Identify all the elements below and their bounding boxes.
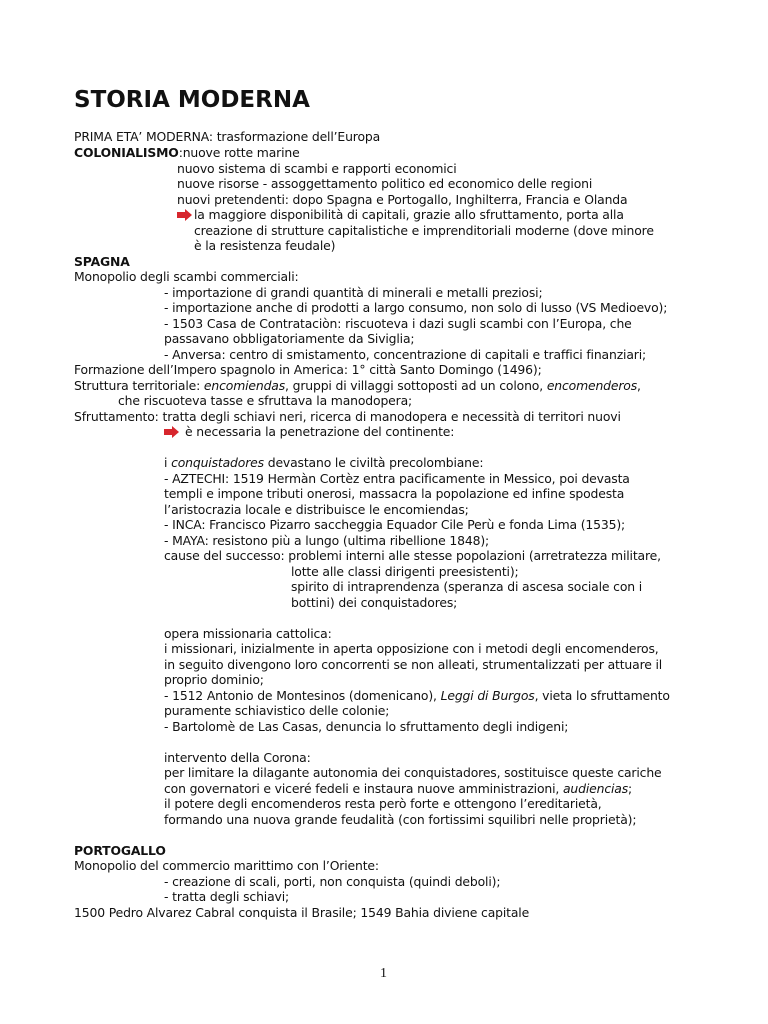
monopolio-item: - Anversa: centro di smistamento, concentrazione di capitali e traffici finanziari; [164,347,647,362]
consequence-line: è la resistenza feudale) [194,238,336,253]
opera-item: in seguito divengono loro concorrenti se non alleati, strumentalizzati per attuare il [164,657,663,672]
red-arrow-icon [177,209,193,221]
monopolio-item: - 1503 Casa de Contrataciòn: riscuoteva i dazi sugli scambi con l’Europa, che [164,316,632,331]
struttura-line-2: che riscuoteva tasse e sfruttava la manodopera; [118,393,413,408]
monopolio-item: - importazione anche di prodotti a largo consumo, non solo di lusso (VS Medioevo); [164,300,668,315]
colonialismo-line [74,145,300,160]
conquistadores-item: - INCA: Francisco Pizarro saccheggia Equador Cile Perù e fonda Lima (1535); [164,517,626,532]
brasile-line: 1500 Pedro Alvarez Cabral conquista il Brasile; 1549 Bahia diviene capitale [74,905,530,920]
red-arrow-icon [164,426,180,438]
colonialismo-first: :nuove rotte marine [178,145,300,160]
conquistadores-item: l’aristocrazia locale e distribuisce le encomiendas; [164,502,469,517]
term-encomiendas: encomiendas [203,378,286,393]
portogallo-heading: PORTOGALLO [74,843,166,858]
corona-line [164,781,632,796]
lascasas-line: - Bartolomè de Las Casas, denuncia lo sfruttamento degli indigeni; [164,719,569,734]
corona-title: intervento della Corona: [164,750,311,765]
opera-item: proprio dominio; [164,672,264,687]
conq-pre: i [164,455,172,470]
colonialismo-label: COLONIALISMO [74,145,179,160]
corona-line: formando una nuova grande feudalità (con fortissimi squilibri nelle proprietà); [164,812,637,827]
monopolio-item: passavano obbligatoriamente da Siviglia; [164,331,415,346]
term-conquistadores: conquistadores [171,455,264,470]
spagna-heading: SPAGNA [74,254,130,269]
montesinos-line-2: puramente schiavistico delle colonie; [164,703,390,718]
cause-line: cause del successo: problemi interni alle stesse popolazioni (arretratezza militare, [164,548,661,563]
corona-line: per limitare la dilagante autonomia dei conquistadores, sostituisce queste cariche [164,765,662,780]
page-title: STORIA MODERNA [74,87,310,113]
conq-post: devastano le civiltà precolombiane: [263,455,484,470]
montesinos-pre: - 1512 Antonio de Montesinos (domenicano), [164,688,441,703]
consequence-line: creazione di strutture capitalistiche e imprenditoriali moderne (dove minore [194,223,654,238]
conquistadores-item: - AZTECHI: 1519 Hermàn Cortèz entra pacificamente in Messico, poi devasta [164,471,630,486]
struttura-pre: Struttura territoriale: [74,378,204,393]
colonialismo-item: nuovo sistema di scambi e rapporti economici [177,161,457,176]
sfruttamento-line: Sfruttamento: tratta degli schiavi neri, ricerca di manodopera e necessità di territori nuovi [74,409,621,424]
corona-line: il potere degli encomenderos resta però forte e ottengono l’ereditarietà, [164,796,602,811]
red-arrow-shape [177,209,192,221]
term-audiencias: audiencias [562,781,629,796]
page-number: 1 [380,966,387,981]
conquistadores-line [164,455,483,470]
monopolio-item: - importazione di grandi quantità di minerali e metalli preziosi; [164,285,543,300]
montesinos-post: , vieta lo sfruttamento [534,688,670,703]
red-arrow-shape [164,426,179,438]
corona-line2-end: ; [628,781,633,796]
term-leggi-di-burgos: Leggi di Burgos [440,688,535,703]
conquistadores-item: templi e impone tributi onerosi, massacra la popolazione ed infine spodesta [164,486,625,501]
cause-item: spirito di intraprendenza (speranza di ascesa sociale con i [291,579,643,594]
cause-item: bottini) dei conquistadores; [291,595,458,610]
portogallo-item: - creazione di scali, porti, non conquista (quindi deboli); [164,874,501,889]
opera-title: opera missionaria cattolica: [164,626,332,641]
sfruttamento-arrow-line: è necessaria la penetrazione del continente: [185,424,455,439]
opera-item: i missionari, inizialmente in aperta opposizione con i metodi degli encomenderos, [164,641,659,656]
consequence-line: la maggiore disponibilità di capitali, grazie allo sfruttamento, porta alla [194,207,624,222]
struttura-line [74,378,641,393]
struttura-end: , [637,378,641,393]
conquistadores-item: - MAYA: resistono più a lungo (ultima ribellione 1848); [164,533,490,548]
corona-line2-pre: con governatori e viceré fedeli e instaura nuove amministrazioni, [164,781,563,796]
term-encomenderos: encomenderos [546,378,638,393]
formazione-line: Formazione dell’Impero spagnolo in America: 1° città Santo Domingo (1496); [74,362,542,377]
struttura-mid: , gruppi di villaggi sottoposti ad un colono, [285,378,547,393]
colonialismo-item: nuovi pretendenti: dopo Spagna e Portogallo, Inghilterra, Francia e Olanda [177,192,628,207]
colonialismo-item: nuove risorse - assoggettamento politico ed economico delle regioni [177,176,593,191]
cause-item: lotte alle classi dirigenti preesistenti); [291,564,519,579]
intro-line: PRIMA ETA’ MODERNA: trasformazione dell’Europa [74,129,381,144]
portogallo-item: - tratta degli schiavi; [164,889,290,904]
portogallo-monopolio: Monopolio del commercio marittimo con l’Oriente: [74,858,379,873]
montesinos-line [164,688,670,703]
spagna-monopolio: Monopolio degli scambi commerciali: [74,269,299,284]
